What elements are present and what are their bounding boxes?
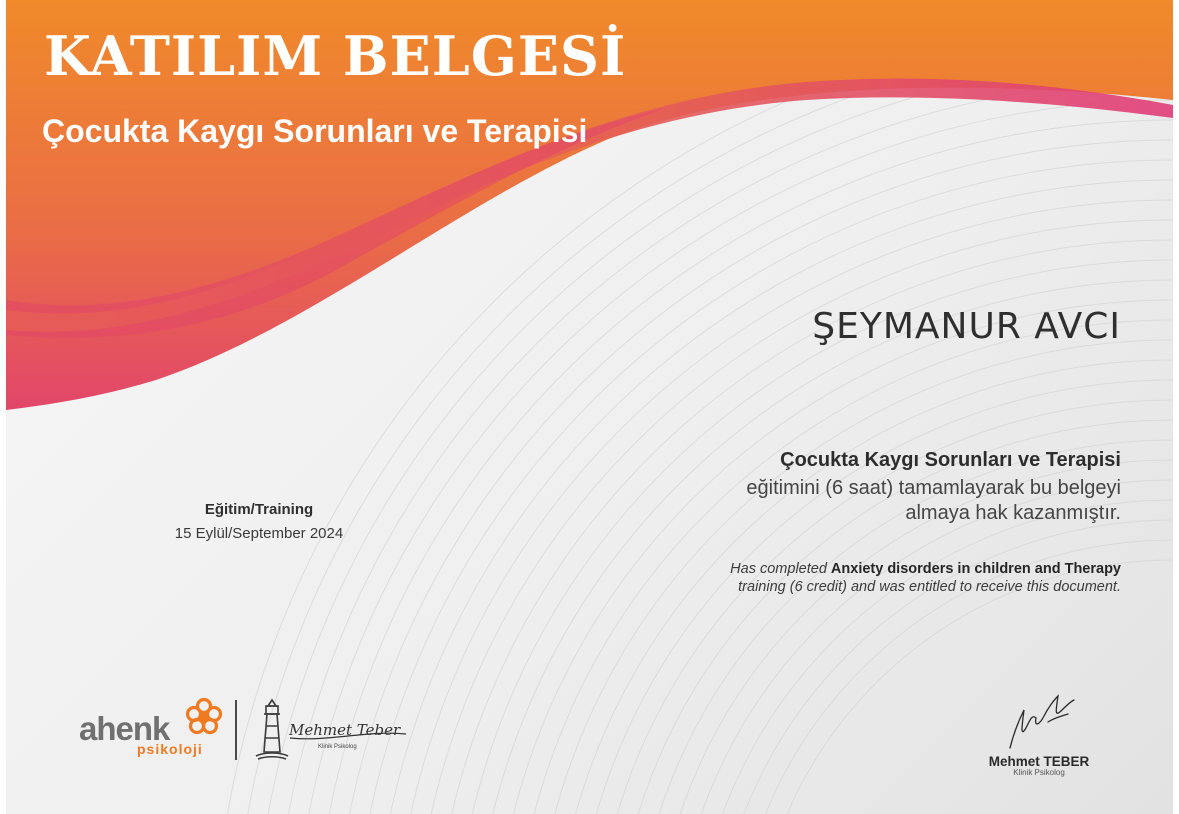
mehmet-logo-role: Klinik Psikolog [318, 744, 357, 750]
turkish-statement-line-1: eğitimini (6 saat) tamamlayarak bu belgeyi [746, 477, 1121, 499]
signature-name: Mehmet TEBER [988, 754, 1090, 769]
turkish-statement [561, 476, 1121, 526]
english-suffix: training (6 credit) and was entitled to receive this document. [738, 579, 1121, 595]
certificate-title: KATILIM BELGESİ [44, 24, 627, 88]
psikoloji-logo-text: psikoloji [137, 741, 203, 757]
training-date: 15 Eylül/September 2024 [174, 525, 344, 542]
signature-role: Klinik Psikolog [1013, 768, 1065, 777]
course-heading: Çocukta Kaygı Sorunları ve Terapisi [42, 113, 588, 149]
training-label: Eğitim/Training [204, 501, 314, 518]
logo-divider [235, 700, 237, 760]
ahenk-logo-text: ahenk [79, 710, 170, 747]
english-prefix: Has completed [730, 561, 831, 577]
mehmet-logo-signature: Mehmet Teber [289, 721, 401, 739]
recipient-name: ŞEYMANUR AVCI [812, 306, 1121, 347]
lighthouse-icon [254, 698, 290, 760]
certificate [6, 0, 1173, 814]
flower-logo-icon [184, 697, 224, 737]
handwritten-signature [996, 688, 1086, 754]
body-course-title: Çocukta Kaygı Sorunları ve Terapisi [780, 449, 1121, 471]
signature-swoosh [288, 728, 408, 742]
english-course: Anxiety disorders in children and Therapy [830, 561, 1121, 577]
english-statement [561, 560, 1121, 596]
turkish-statement-line-2: almaya hak kazanmıştır. [905, 502, 1121, 524]
